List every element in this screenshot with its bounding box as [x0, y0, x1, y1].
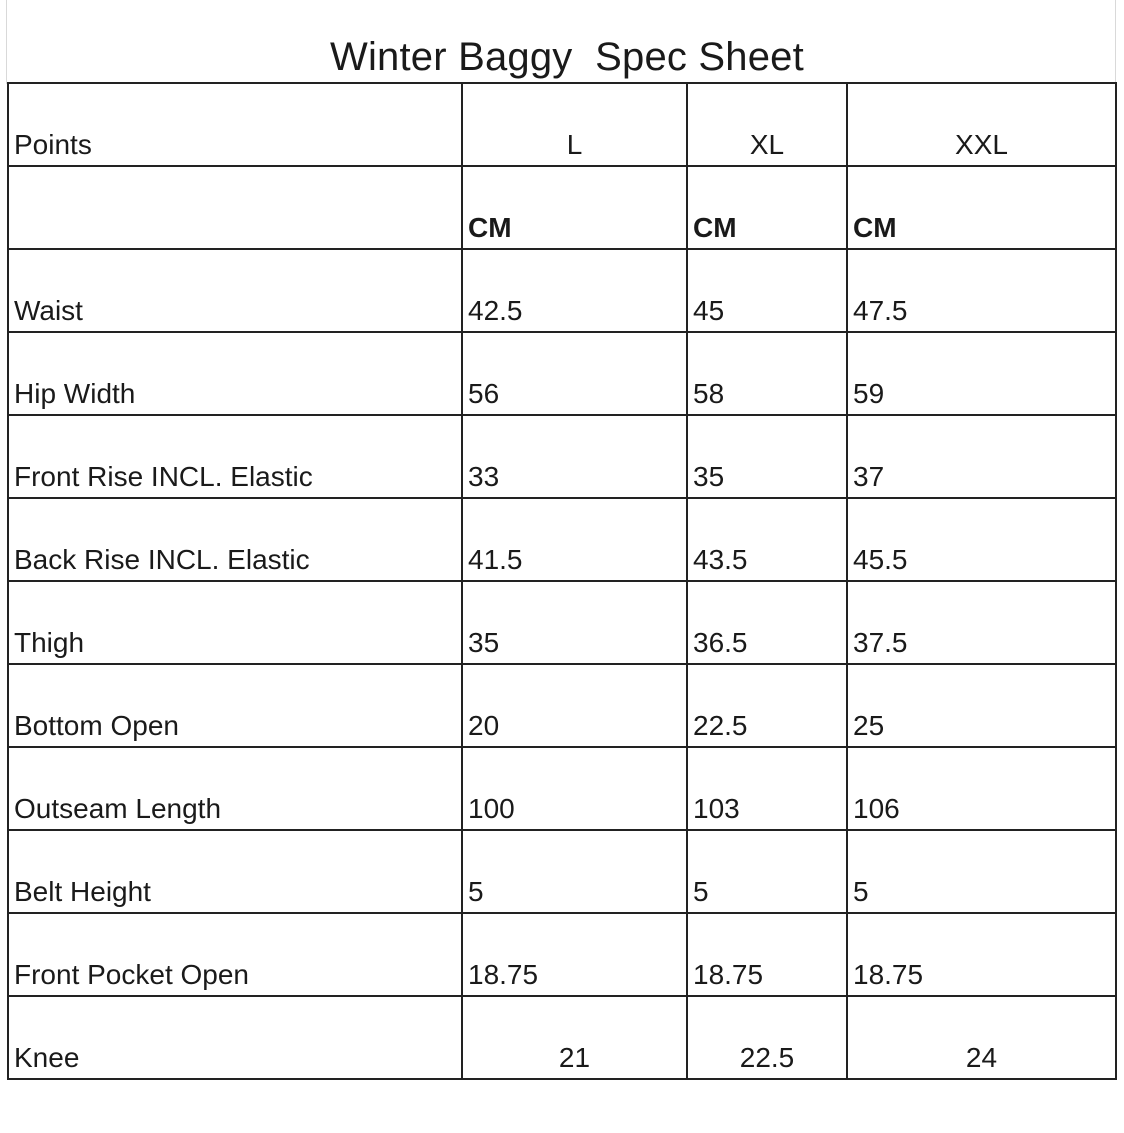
cell-value[interactable]: 43.5 — [687, 498, 847, 581]
gridline-right — [1115, 0, 1116, 84]
unit-xl[interactable]: CM — [687, 166, 847, 249]
cell-value[interactable]: 45 — [687, 249, 847, 332]
unit-xxl[interactable]: CM — [847, 166, 1116, 249]
header-size-xl[interactable]: XL — [687, 83, 847, 166]
cell-value[interactable]: 5 — [847, 830, 1116, 913]
cell-value[interactable]: 5 — [687, 830, 847, 913]
row-label[interactable]: Hip Width — [8, 332, 462, 415]
sheet-title: Winter Baggy Spec Sheet — [330, 35, 804, 79]
cell-value[interactable]: 21 — [462, 996, 687, 1079]
cell-value[interactable]: 35 — [462, 581, 687, 664]
cell-value[interactable]: 36.5 — [687, 581, 847, 664]
cell-value[interactable]: 58 — [687, 332, 847, 415]
row-label[interactable]: Bottom Open — [8, 664, 462, 747]
table-row — [8, 498, 1116, 581]
table-row — [8, 332, 1116, 415]
row-label[interactable]: Knee — [8, 996, 462, 1079]
table-row — [8, 581, 1116, 664]
cell-value[interactable]: 45.5 — [847, 498, 1116, 581]
cell-value[interactable]: 59 — [847, 332, 1116, 415]
row-label[interactable]: Belt Height — [8, 830, 462, 913]
cell-value[interactable]: 20 — [462, 664, 687, 747]
cell-value[interactable]: 5 — [462, 830, 687, 913]
table-row — [8, 830, 1116, 913]
cell-value[interactable]: 47.5 — [847, 249, 1116, 332]
cell-value[interactable]: 37 — [847, 415, 1116, 498]
cell-value[interactable]: 41.5 — [462, 498, 687, 581]
gridline-left — [6, 0, 7, 84]
row-label[interactable]: Front Pocket Open — [8, 913, 462, 996]
table-row — [8, 415, 1116, 498]
spec-table — [7, 82, 1117, 1080]
row-label[interactable]: Waist — [8, 249, 462, 332]
cell-value[interactable]: 24 — [847, 996, 1116, 1079]
header-size-xxl[interactable]: XXL — [847, 83, 1116, 166]
table-row — [8, 747, 1116, 830]
unit-l[interactable]: CM — [462, 166, 687, 249]
row-label[interactable]: Outseam Length — [8, 747, 462, 830]
cell-value[interactable]: 25 — [847, 664, 1116, 747]
table-row — [8, 913, 1116, 996]
header-size-l[interactable]: L — [462, 83, 687, 166]
unit-empty-cell[interactable] — [8, 166, 462, 249]
cell-value[interactable]: 35 — [687, 415, 847, 498]
cell-value[interactable]: 18.75 — [687, 913, 847, 996]
cell-value[interactable]: 33 — [462, 415, 687, 498]
cell-value[interactable]: 106 — [847, 747, 1116, 830]
unit-row — [8, 166, 1116, 249]
table-row — [8, 664, 1116, 747]
header-row — [8, 83, 1116, 166]
cell-value[interactable]: 103 — [687, 747, 847, 830]
row-label[interactable]: Thigh — [8, 581, 462, 664]
table-row — [8, 249, 1116, 332]
cell-value[interactable]: 42.5 — [462, 249, 687, 332]
row-label[interactable]: Front Rise INCL. Elastic — [8, 415, 462, 498]
cell-value[interactable]: 18.75 — [462, 913, 687, 996]
header-points[interactable]: Points — [8, 83, 462, 166]
cell-value[interactable]: 37.5 — [847, 581, 1116, 664]
cell-value[interactable]: 22.5 — [687, 664, 847, 747]
cell-value[interactable]: 18.75 — [847, 913, 1116, 996]
cell-value[interactable]: 100 — [462, 747, 687, 830]
cell-value[interactable]: 56 — [462, 332, 687, 415]
row-label[interactable]: Back Rise INCL. Elastic — [8, 498, 462, 581]
cell-value[interactable]: 22.5 — [687, 996, 847, 1079]
table-row — [8, 996, 1116, 1079]
